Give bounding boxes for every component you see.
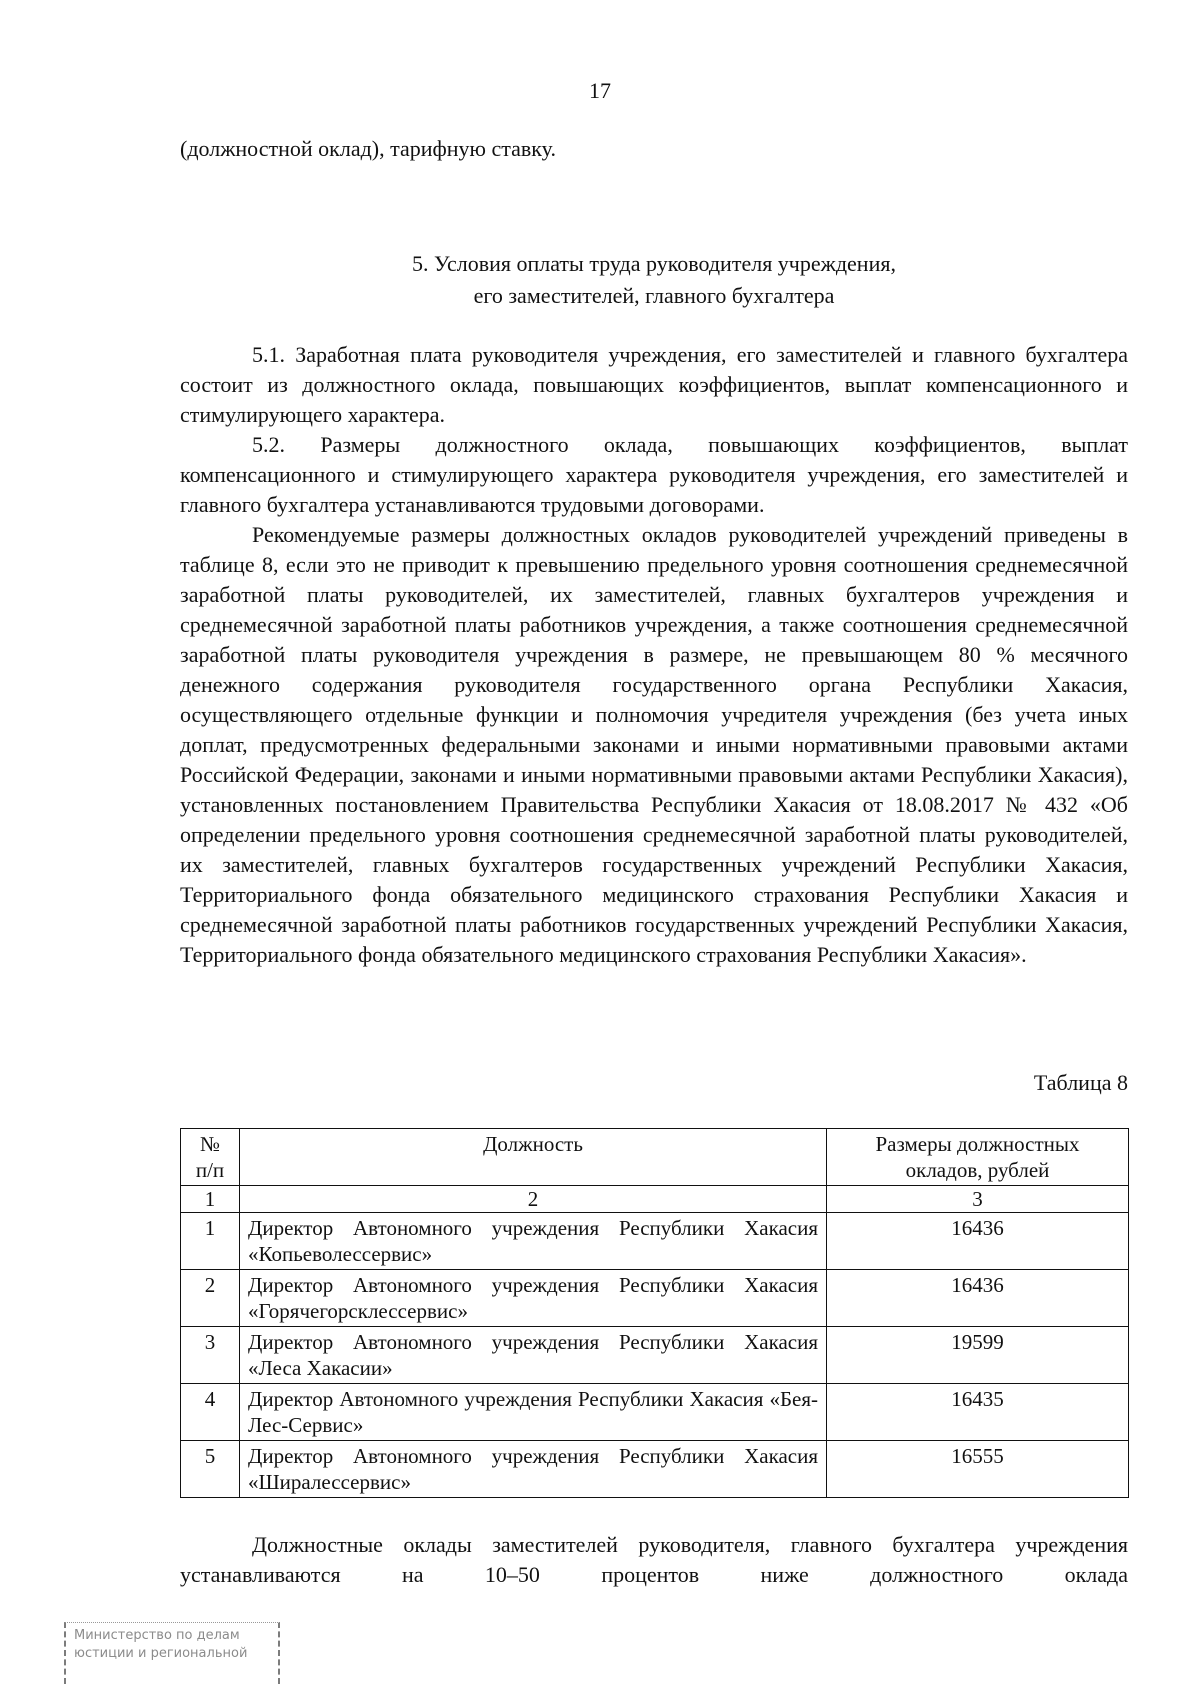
row-number: 5 — [181, 1441, 240, 1498]
page-number: 17 — [589, 78, 611, 103]
row-number: 4 — [181, 1384, 240, 1441]
header-salary-line-1: Размеры должностных — [875, 1132, 1080, 1156]
table-row — [181, 1327, 1129, 1384]
section-heading-line-2: его заместителей, главного бухгалтера — [473, 283, 835, 308]
section-heading-line-1: 5. Условия оплаты труда руководителя учреждения, — [412, 251, 896, 276]
header-position: Должность — [240, 1129, 827, 1186]
salary-table — [180, 1128, 1129, 1498]
header-number-line-1: № — [199, 1132, 221, 1156]
column-index-row — [181, 1186, 1129, 1213]
row-number: 2 — [181, 1270, 240, 1327]
stamp-line-1: Министерство по делам — [74, 1628, 240, 1643]
row-salary: 16435 — [827, 1384, 1129, 1441]
row-position: Директор Автономного учреждения Республики Хакасия «Горячегорсклессервис» — [240, 1270, 827, 1327]
body-paragraphs — [180, 340, 1128, 970]
continuation-text: (должностной оклад), тарифную ставку. — [180, 136, 556, 161]
row-number: 1 — [181, 1213, 240, 1270]
paragraph-recommended-salaries: Рекомендуемые размеры должностных окладов руководителей учреждений приведены в таблице 8, если это не приводит к превышению предельного уровня соотношения среднемесячной заработной платы руководителей, их заместителей, главных бухгалтеров учреждения и среднемесячной заработной платы работников учреждения, а также соотношения среднемесячной заработной платы руководителя учреждения в размере, не превышающем 80 % месячного денежного содержания руководителя государственного органа Республики Хакасия, осуществляющего отдельные функции и полномочия учредителя учреждения (без учета иных доплат, предусмотренных федеральными законами и иными нормативными правовыми актами Российской Федерации, законами и иными нормативными правовыми актами Республики Хакасия), установленных постановлением Правительства Республики Хакасия от 18.08.2017 № 432 «Об определении предельного уровня соотношения среднемесячной заработной платы руководителей, их заместителей, главных бухгалтеров государственных учреждений Республики Хакасия, Территориального фонда обязательного медицинского страхования Республики Хакасия и среднемесячной заработной платы работников государственных учреждений Республики Хакасия, Территориального фонда обязательного медицинского страхования Республики Хакасия». — [180, 522, 1128, 967]
column-index-2: 2 — [240, 1186, 827, 1213]
table-header-row — [181, 1129, 1129, 1186]
header-number — [181, 1129, 240, 1186]
table-row — [181, 1384, 1129, 1441]
row-salary: 16436 — [827, 1213, 1129, 1270]
registration-stamp — [64, 1622, 280, 1684]
row-salary: 19599 — [827, 1327, 1129, 1384]
header-salary-size — [827, 1129, 1129, 1186]
column-index-3: 3 — [827, 1186, 1129, 1213]
table-row — [181, 1270, 1129, 1327]
row-salary: 16555 — [827, 1441, 1129, 1498]
row-position: Директор Автономного учреждения Республики Хакасия «Ширалессервис» — [240, 1441, 827, 1498]
header-salary-line-2: окладов, рублей — [905, 1158, 1050, 1182]
paragraph-5-2: 5.2. Размеры должностного оклада, повышающих коэффициентов, выплат компенсационного и стимулирующего характера руководителя учреждения, его заместителей и главного бухгалтера устанавливаются трудовыми договорами. — [180, 432, 1128, 517]
table-caption: Таблица 8 — [1033, 1070, 1128, 1095]
closing-paragraph-block — [180, 1530, 1128, 1590]
row-position: Директор Автономного учреждения Республики Хакасия «Бея-Лес-Сервис» — [240, 1384, 827, 1441]
stamp-line-2: юстиции и региональной — [74, 1646, 248, 1661]
row-position: Директор Автономного учреждения Республики Хакасия «Копьеволессервис» — [240, 1213, 827, 1270]
row-position: Директор Автономного учреждения Республики Хакасия «Леса Хакасии» — [240, 1327, 827, 1384]
header-number-line-2: п/п — [195, 1158, 225, 1182]
closing-paragraph: Должностные оклады заместителей руководителя, главного бухгалтера учреждения устанавливаются на 10–50 процентов ниже должностного оклада — [180, 1532, 1128, 1587]
paragraph-5-1: 5.1. Заработная плата руководителя учреждения, его заместителей и главного бухгалтера состоит из должностного оклада, повышающих коэффициентов, выплат компенсационного и стимулирующего характера. — [180, 342, 1128, 427]
table-row — [181, 1213, 1129, 1270]
row-number: 3 — [181, 1327, 240, 1384]
section-heading — [180, 248, 1128, 312]
column-index-1: 1 — [181, 1186, 240, 1213]
table-row — [181, 1441, 1129, 1498]
row-salary: 16436 — [827, 1270, 1129, 1327]
